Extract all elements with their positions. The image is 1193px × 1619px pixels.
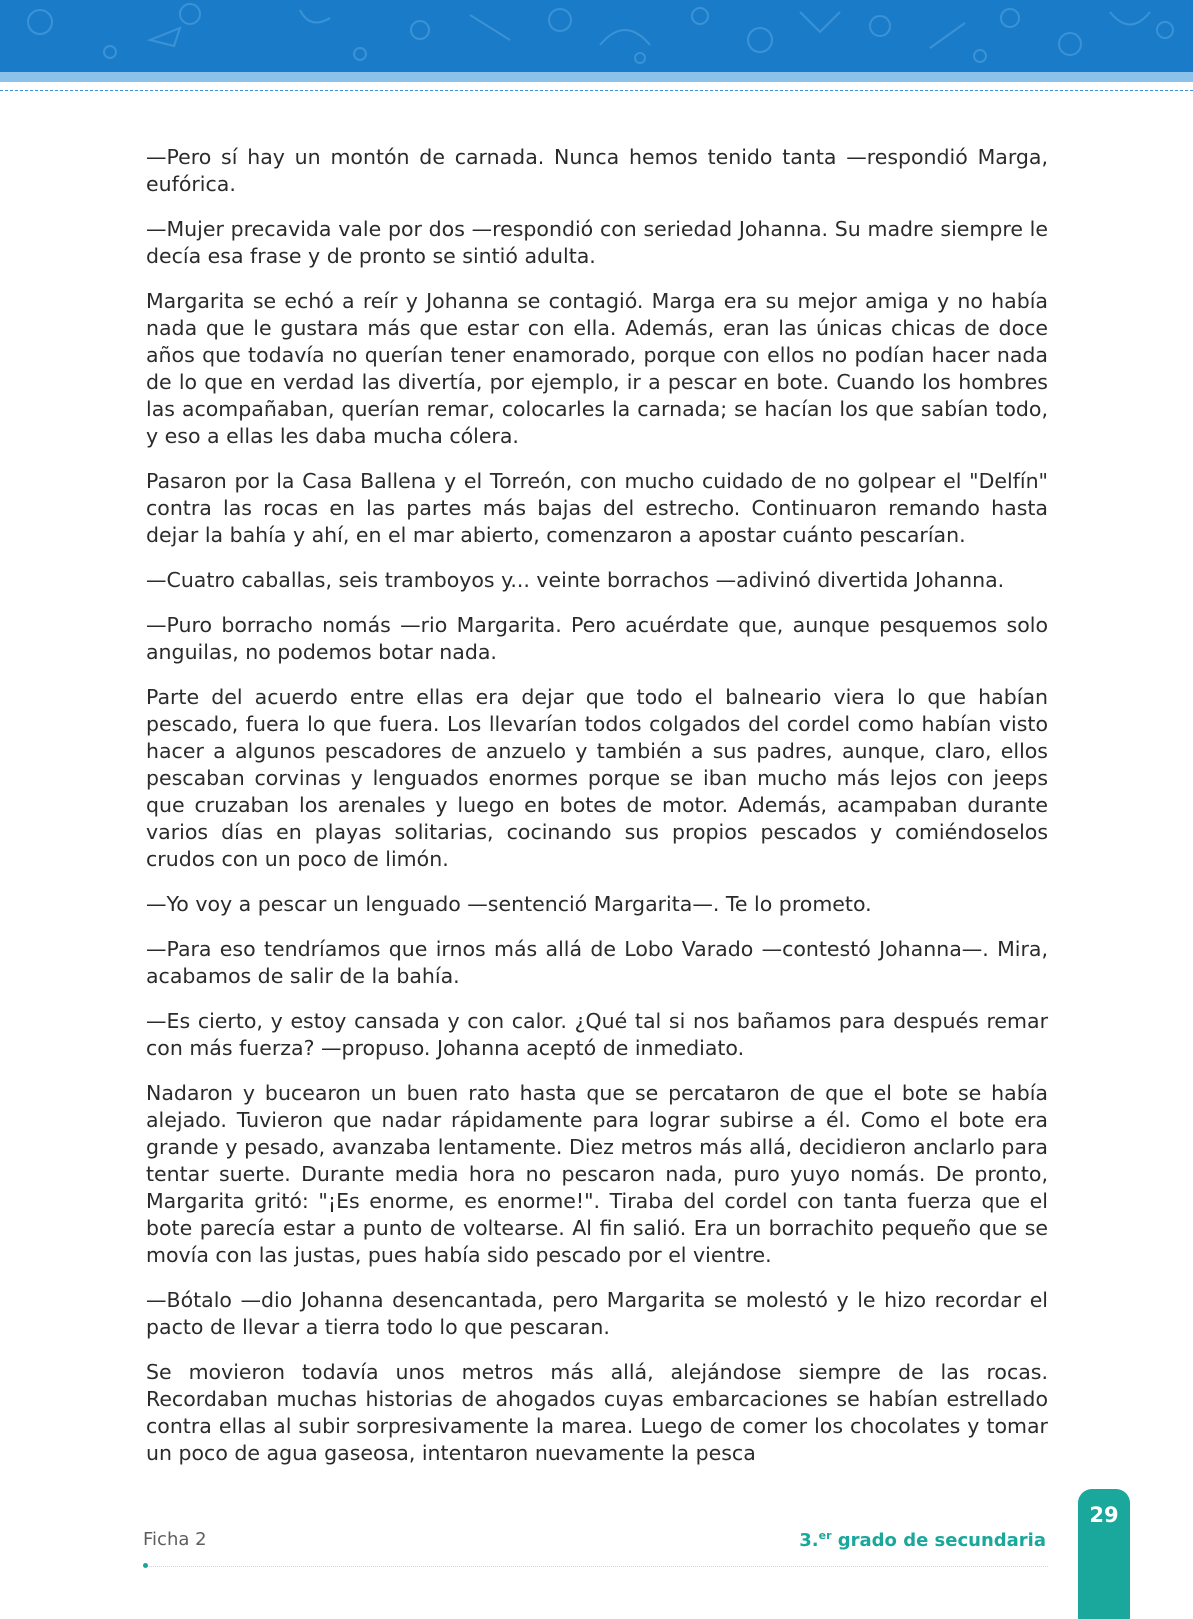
paragraph: —Cuatro caballas, seis tramboyos y... veinte borrachos —adivinó divertida Johanna. bbox=[146, 568, 1005, 592]
paragraph: —Yo voy a pescar un lenguado —sentenció Margarita—. Te lo prometo. bbox=[146, 892, 872, 916]
top-dashed-divider bbox=[0, 90, 1193, 91]
paragraph: —Bótalo —dio Johanna desencantada, pero Margarita se molestó y le hizo recordar el pacto de llevar a tierra todo lo que pescaran. bbox=[146, 1288, 1048, 1339]
top-stripe bbox=[0, 72, 1193, 82]
paragraph: —Puro borracho nomás —rio Margarita. Pero acuérdate que, aunque pesquemos solo anguilas, no podemos botar nada. bbox=[146, 613, 1048, 664]
footer-sheet-label: Ficha 2 bbox=[143, 1529, 207, 1550]
paragraph: —Mujer precavida vale por dos —respondió con seriedad Johanna. Su madre siempre le decía esa frase y de pronto se sintió adulta. bbox=[146, 217, 1048, 268]
footer-divider bbox=[146, 1566, 1048, 1567]
top-banner bbox=[0, 0, 1193, 72]
footer-dot bbox=[143, 1563, 148, 1568]
page-number: 29 bbox=[1089, 1503, 1119, 1527]
footer-grade-label bbox=[799, 1529, 1046, 1551]
grade-text: grado de secundaria bbox=[831, 1530, 1046, 1551]
paragraph: Nadaron y bucearon un buen rato hasta que se percataron de que el bote se había alejado. Tuvieron que nadar rápidamente para lograr subirse a él. Como el bote era grande y pesado, avanzaba lentamente. Diez metros más allá, decidieron anclarlo para tentar suerte. Durante media hora no pescaron nada, puro yuyo nomás. De pronto, Margarita gritó: "¡Es enorme, es enorme!". Tiraba del cordel con tanta fuerza que el bote parecía estar a punto de voltearse. Al fin salió. Era un borrachito pequeño que se movía con las justas, pues había sido pescado por el vientre. bbox=[146, 1081, 1048, 1267]
paragraph: Se movieron todavía unos metros más allá, alejándose siempre de las rocas. Recordaban muchas historias de ahogados cuyas embarcaciones se habían estrellado contra ellas al subir sorpresivamente la marea. Luego de comer los chocolates y tomar un poco de agua gaseosa, intentaron nuevamente la pesca bbox=[146, 1360, 1048, 1465]
grade-suffix: er bbox=[818, 1529, 832, 1542]
paragraph: —Pero sí hay un montón de carnada. Nunca hemos tenido tanta —respondió Marga, eufórica. bbox=[146, 145, 1048, 196]
story-text bbox=[146, 144, 1048, 1485]
paragraph: Margarita se echó a reír y Johanna se contagió. Marga era su mejor amiga y no había nada que le gustara más que estar con ella. Además, eran las únicas chicas de doce años que todavía no querían tener enamorado, porque con ellos no podían hacer nada de lo que en verdad las divertía, por ejemplo, ir a pescar en bote. Cuando los hombres las acompañaban, querían remar, colocarles la carnada; se hacían los que sabían todo, y eso a ellas les daba mucha cólera. bbox=[146, 289, 1048, 448]
paragraph: —Para eso tendríamos que irnos más allá de Lobo Varado —contestó Johanna—. Mira, acabamos de salir de la bahía. bbox=[146, 937, 1048, 988]
banner-doodle-pattern bbox=[0, 0, 1193, 72]
grade-number: 3. bbox=[799, 1530, 819, 1551]
paragraph: —Es cierto, y estoy cansada y con calor. ¿Qué tal si nos bañamos para después remar con más fuerza? —propuso. Johanna aceptó de inmediato. bbox=[146, 1009, 1048, 1060]
paragraph: Pasaron por la Casa Ballena y el Torreón, con mucho cuidado de no golpear el "Delfín" contra las rocas en las partes más bajas del estrecho. Continuaron remando hasta dejar la bahía y ahí, en el mar abierto, comenzaron a apostar cuánto pescarían. bbox=[146, 469, 1048, 547]
paragraph: Parte del acuerdo entre ellas era dejar que todo el balneario viera lo que habían pescado, fuera lo que fuera. Los llevarían todos colgados del cordel como habían visto hacer a algunos pescadores de anzuelo y también a sus padres, aunque, claro, ellos pescaban corvinas y lenguados enormes porque se iban mucho más lejos con jeeps que cruzaban los arenales y luego en botes de motor. Además, acampaban durante varios días en playas solitarias, cocinando sus propios pescados y comiéndoselos crudos con un poco de limón. bbox=[146, 685, 1048, 871]
